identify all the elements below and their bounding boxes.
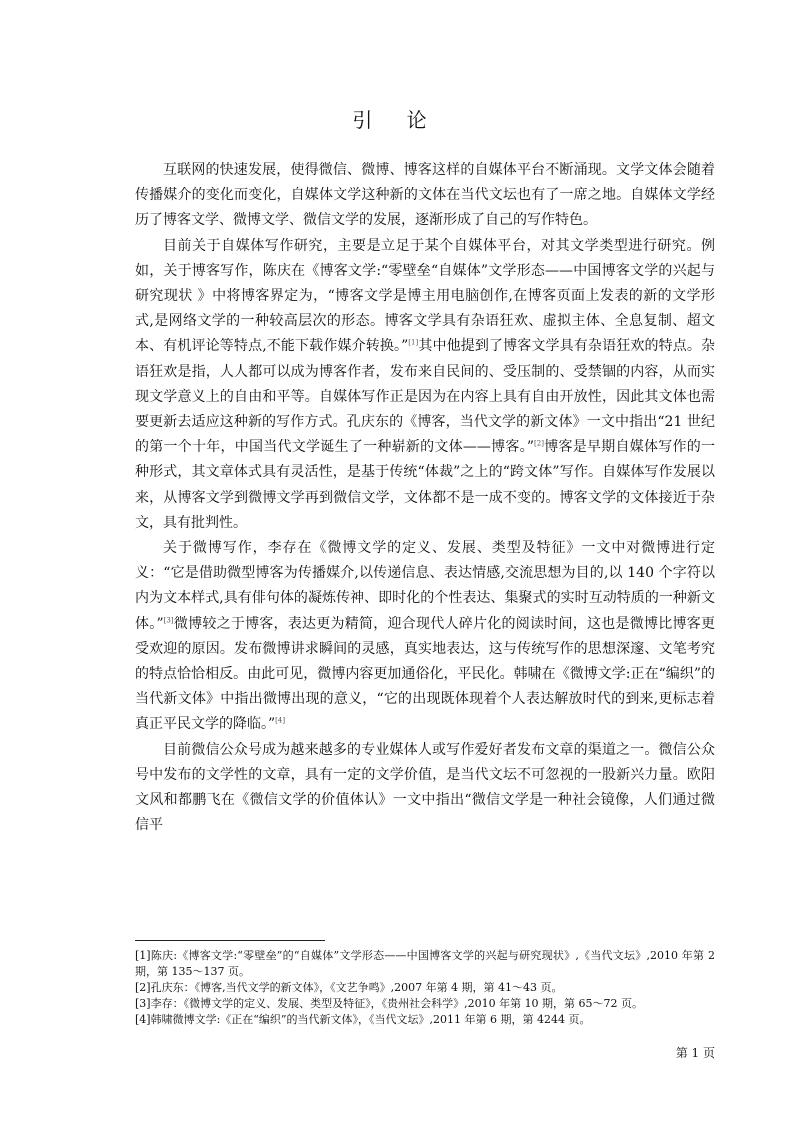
paragraph-text: 目前关于自媒体写作研究，主要是立足于某个自媒体平台，对其文学类型进行研究。例如，关于博客写作，陈庆在《博客文学:“零壁垒“自媒体”文学形态——中国博客文学的兴起与研究现状 》中将博客界定为，“博客文学是博主用电脑创作,在博客页面上发表的新的文学形式,是网络文学的一种较高层次的形态。博客文学具有杂语狂欢、虚拟主体、全息复制、超文本、有机评论等特点,不能下载作媒介转换。” [135, 237, 715, 355]
paragraph-text: 关于微博写作，李存在《微博文学的定义、发展、类型及特征》一文中对微博进行定义：“它是借助微型博客为传播媒介,以传递信息、表达情感,交流思想为目的,以 140 个字符以内为文本样式,具有俳句体的凝炼传神、即时化的个性表达、集聚式的实时互动特质的一种新文体。” [135, 540, 715, 632]
body-paragraph [135, 158, 715, 234]
footnote-2: [2]孔庆东：《博客,当代文学的新文体》，《文艺争鸣》,2007 年第 4 期，第 41～43 页。 [135, 981, 563, 994]
footnote-reference: [3] [163, 616, 174, 624]
paragraph-text: 目前微信公众号成为越来越多的专业媒体人或写作爱好者发布文章的渠道之一。微信公众号中发布的文学性的文章，具有一定的文学价值，是当代文坛不可忽视的一股新兴力量。欧阳文风和都鹏飞在《微信文学的价值体认》一文中指出“微信文学是一种社会镜像，人们通过微信平 [135, 741, 715, 834]
page-number: 第 1 页 [675, 1046, 715, 1060]
footnote-divider [135, 940, 325, 941]
footnote-1: [1]陈庆:《博客文学:“零壁垒”的“自媒体”文学形态——中国博客文学的兴起与研究现状》,《当代文坛》,2010 年第 2 期，第 135～137 页。 [135, 949, 715, 978]
footnote-reference: [1] [408, 338, 419, 347]
footnote-reference: [4] [275, 716, 286, 725]
paragraph-text: 其中他提到了博客文学具有杂语狂欢的特点。杂语狂欢是指，人人都可以成为博客作者，发布来自民间的、受压制的、受禁锢的内容，从而实现文学意义上的自由和平等。自媒体写作正是因为在内容上具有自由开放性，因此其文体也需要更新去适应这种新的写作方式。孔庆东的《博客，当代文学的新文体》一文中指出“21 世纪的第一个十年，中国当代文学诞生了一种崭新的文体——博客。” [135, 338, 716, 456]
footnotes [135, 948, 715, 1028]
footnote-reference: [2] [534, 439, 544, 448]
footnote-3: [3]李存：《微博文学的定义、发展、类型及特征》，《贵州社会科学》,2010 年第 10 期，第 65～72 页。 [135, 997, 644, 1010]
body-text [135, 158, 715, 838]
paragraph-text: 互联网的快速发展，使得微信、微博、博客这样的自媒体平台不断涌现。文学文体会随着传播媒介的变化而变化，自媒体文学这种新的文体在当代文坛也有了一席之地。自媒体文学经历了博客文学、微博文学、微信文学的发展，逐渐形成了自己的写作特色。 [135, 162, 715, 229]
page-title: 引 论 [352, 108, 441, 132]
footnote-4: [4]韩啸微博文学:《正在“编织”的当代新文体》，《当代文坛》,2011 年第 6 期，第 4244 页。 [135, 1013, 591, 1026]
body-paragraph [135, 738, 715, 839]
paragraph-text: 微博较之于博客，表达更为精简，迎合现代人碎片化的阅读时间，这也是微博比博客更受欢迎的原因。发布微博讲求瞬间的灵感，真实地表达，这与传统写作的思想深邃、文笔考究的特点恰恰相反。由此可见，微博内容更加通俗化，平民化。韩啸在《微博文学:正在“编织”的当代新文体》中指出微博出现的意义，“它的出现既体现着个人表达解放时代的到来,更标志着真正平民文学的降临。” [135, 615, 715, 733]
body-paragraph [135, 536, 715, 738]
paragraph-text: 博客是早期自媒体写作的一种形式，其文章体式具有灵活性，是基于传统“体裁”之上的“跨文体”写作。自媒体写作发展以来，从博客文学到微博文学再到微信文学，文体都不是一成不变的。博客文学的文体接近于杂文，具有批判性。 [135, 439, 716, 531]
body-paragraph [135, 234, 715, 536]
